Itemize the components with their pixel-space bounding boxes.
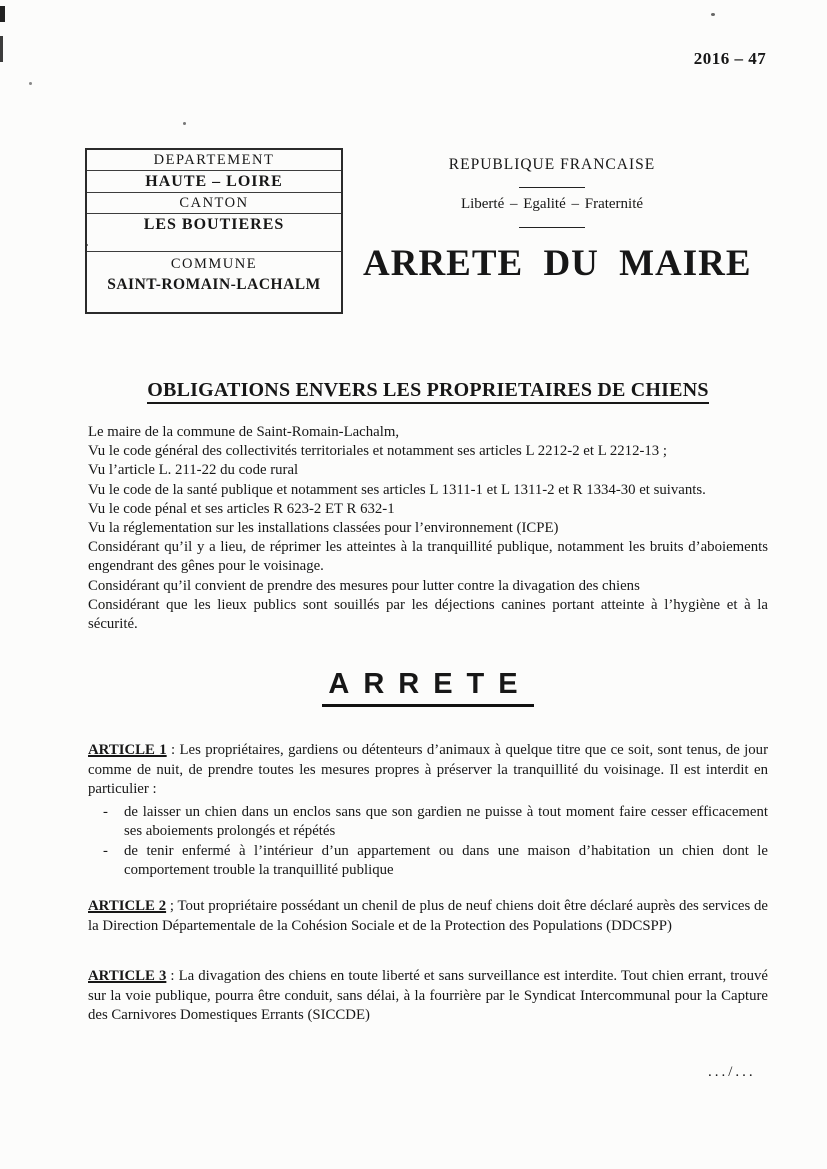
preamble-line: Vu le code général des collectivités territoriales et notamment ses articles L 2212-2 et L 2212-13 ; [88, 443, 668, 460]
scan-speck [0, 6, 5, 22]
box-row-departement-value: HAUTE – LOIRE [87, 171, 341, 193]
republic-header [363, 156, 752, 285]
bullet-item: - de tenir enfermé à l’intérieur d’un appartement ou dans une maison d’habitation un chien dont le comportement trouble la tranquillité publique [88, 842, 768, 881]
document-number: 2016 – 47 [693, 49, 767, 68]
preamble-line: Vu le code de la santé publique et notamment ses articles L 1311-1 et L 1311-2 et R 1334-30 et suivants. [88, 481, 706, 498]
scan-speck [0, 36, 3, 62]
scan-speck [183, 122, 186, 125]
box-row-canton-value: LES BOUTIERES [87, 214, 341, 252]
article-2-text: Tout propriétaire possédant un chenil de plus de neuf chiens doit être déclaré auprès des services de la Direction Départementale de la Cohésion Sociale et de la Protection des Populations (DDCSPP) [88, 898, 768, 934]
article-3-separator: : [166, 968, 179, 984]
article-1 [88, 741, 768, 881]
box-row-commune-value: SAINT-ROMAIN-LACHALM [107, 276, 321, 293]
administrative-header-box [85, 148, 343, 314]
box-row-commune-label: COMMUNE [170, 256, 258, 272]
preamble-line: Considérant qu’il convient de prendre des mesures pour lutter contre la divagation des chiens [88, 577, 640, 594]
decree-heading-wrap [88, 668, 768, 707]
preamble-line: Le maire de la commune de Saint-Romain-Lachalm, [88, 424, 400, 440]
article-3-paragraph [88, 967, 768, 1026]
preamble-line: Considérant qu’il y a lieu, de réprimer les atteintes à la tranquillité publique, notamment les bruits d’aboiements engendrant des gênes pour le voisinage. [88, 539, 768, 575]
preamble [88, 423, 768, 634]
decree-heading: ARRETE [322, 668, 533, 707]
scan-speck [29, 82, 32, 85]
article-3-label: ARTICLE 3 [88, 968, 167, 984]
article-1-text: Les propriétaires, gardiens ou détenteurs d’animaux à quelque titre que ce soit, sont tenus, de jour comme de nuit, de prendre toutes les mesures propres à préserver la tranquillité du voisinage. Il est interdit en particulier : [88, 742, 768, 797]
divider-rule [519, 187, 585, 188]
preamble-line: Vu l’article L. 211-22 du code rural [88, 462, 299, 479]
divider-rule [519, 227, 585, 228]
box-row-canton-label: CANTON [87, 193, 341, 214]
article-2-paragraph [88, 897, 768, 936]
republic-motto: Liberté – Egalité – Fraternité [460, 196, 644, 212]
article-3-text: La divagation des chiens en toute liberté et sans surveillance est interdite. Tout chien errant, trouvé sur la voie publique, pourra être conduit, sans délai, à la fourrière par le Syndicat Intercommunal pour la Capture des Carnivores Domestiques Errants (SICCDE) [88, 968, 769, 1023]
bullet-item: - de laisser un chien dans un enclos sans que son gardien ne puisse à tout moment faire cesser efficacement ses aboiements prolongés et répétés [88, 803, 768, 842]
preamble-line: Vu le code pénal et ses articles R 623-2 ET R 632-1 [88, 500, 395, 517]
article-2 [88, 897, 768, 936]
document-main-title: ARRETE DU MAIRE [363, 243, 752, 284]
subject-title-wrap [88, 379, 768, 402]
article-1-label: ARTICLE 1 [88, 742, 167, 758]
box-row-departement-label: DEPARTEMENT [87, 150, 341, 171]
article-1-separator: : [166, 742, 180, 758]
article-2-separator: ; [166, 898, 178, 914]
article-1-bullets [88, 803, 768, 881]
article-2-label: ARTICLE 2 [88, 898, 167, 914]
continuation-marker: .../... [708, 1064, 756, 1080]
subject-title: OBLIGATIONS ENVERS LES PROPRIETAIRES DE CHIENS [147, 379, 708, 404]
scan-speck [711, 13, 715, 16]
article-3 [88, 967, 768, 1026]
republic-title: REPUBLIQUE FRANCAISE [448, 156, 656, 173]
preamble-line: Considérant que les lieux publics sont souillés par les déjections canines portant atteinte à l’hygiène et à la sécurité. [88, 596, 768, 633]
preamble-line: Vu la réglementation sur les installations classées pour l’environnement (ICPE) [88, 520, 559, 537]
article-1-paragraph [88, 741, 768, 800]
